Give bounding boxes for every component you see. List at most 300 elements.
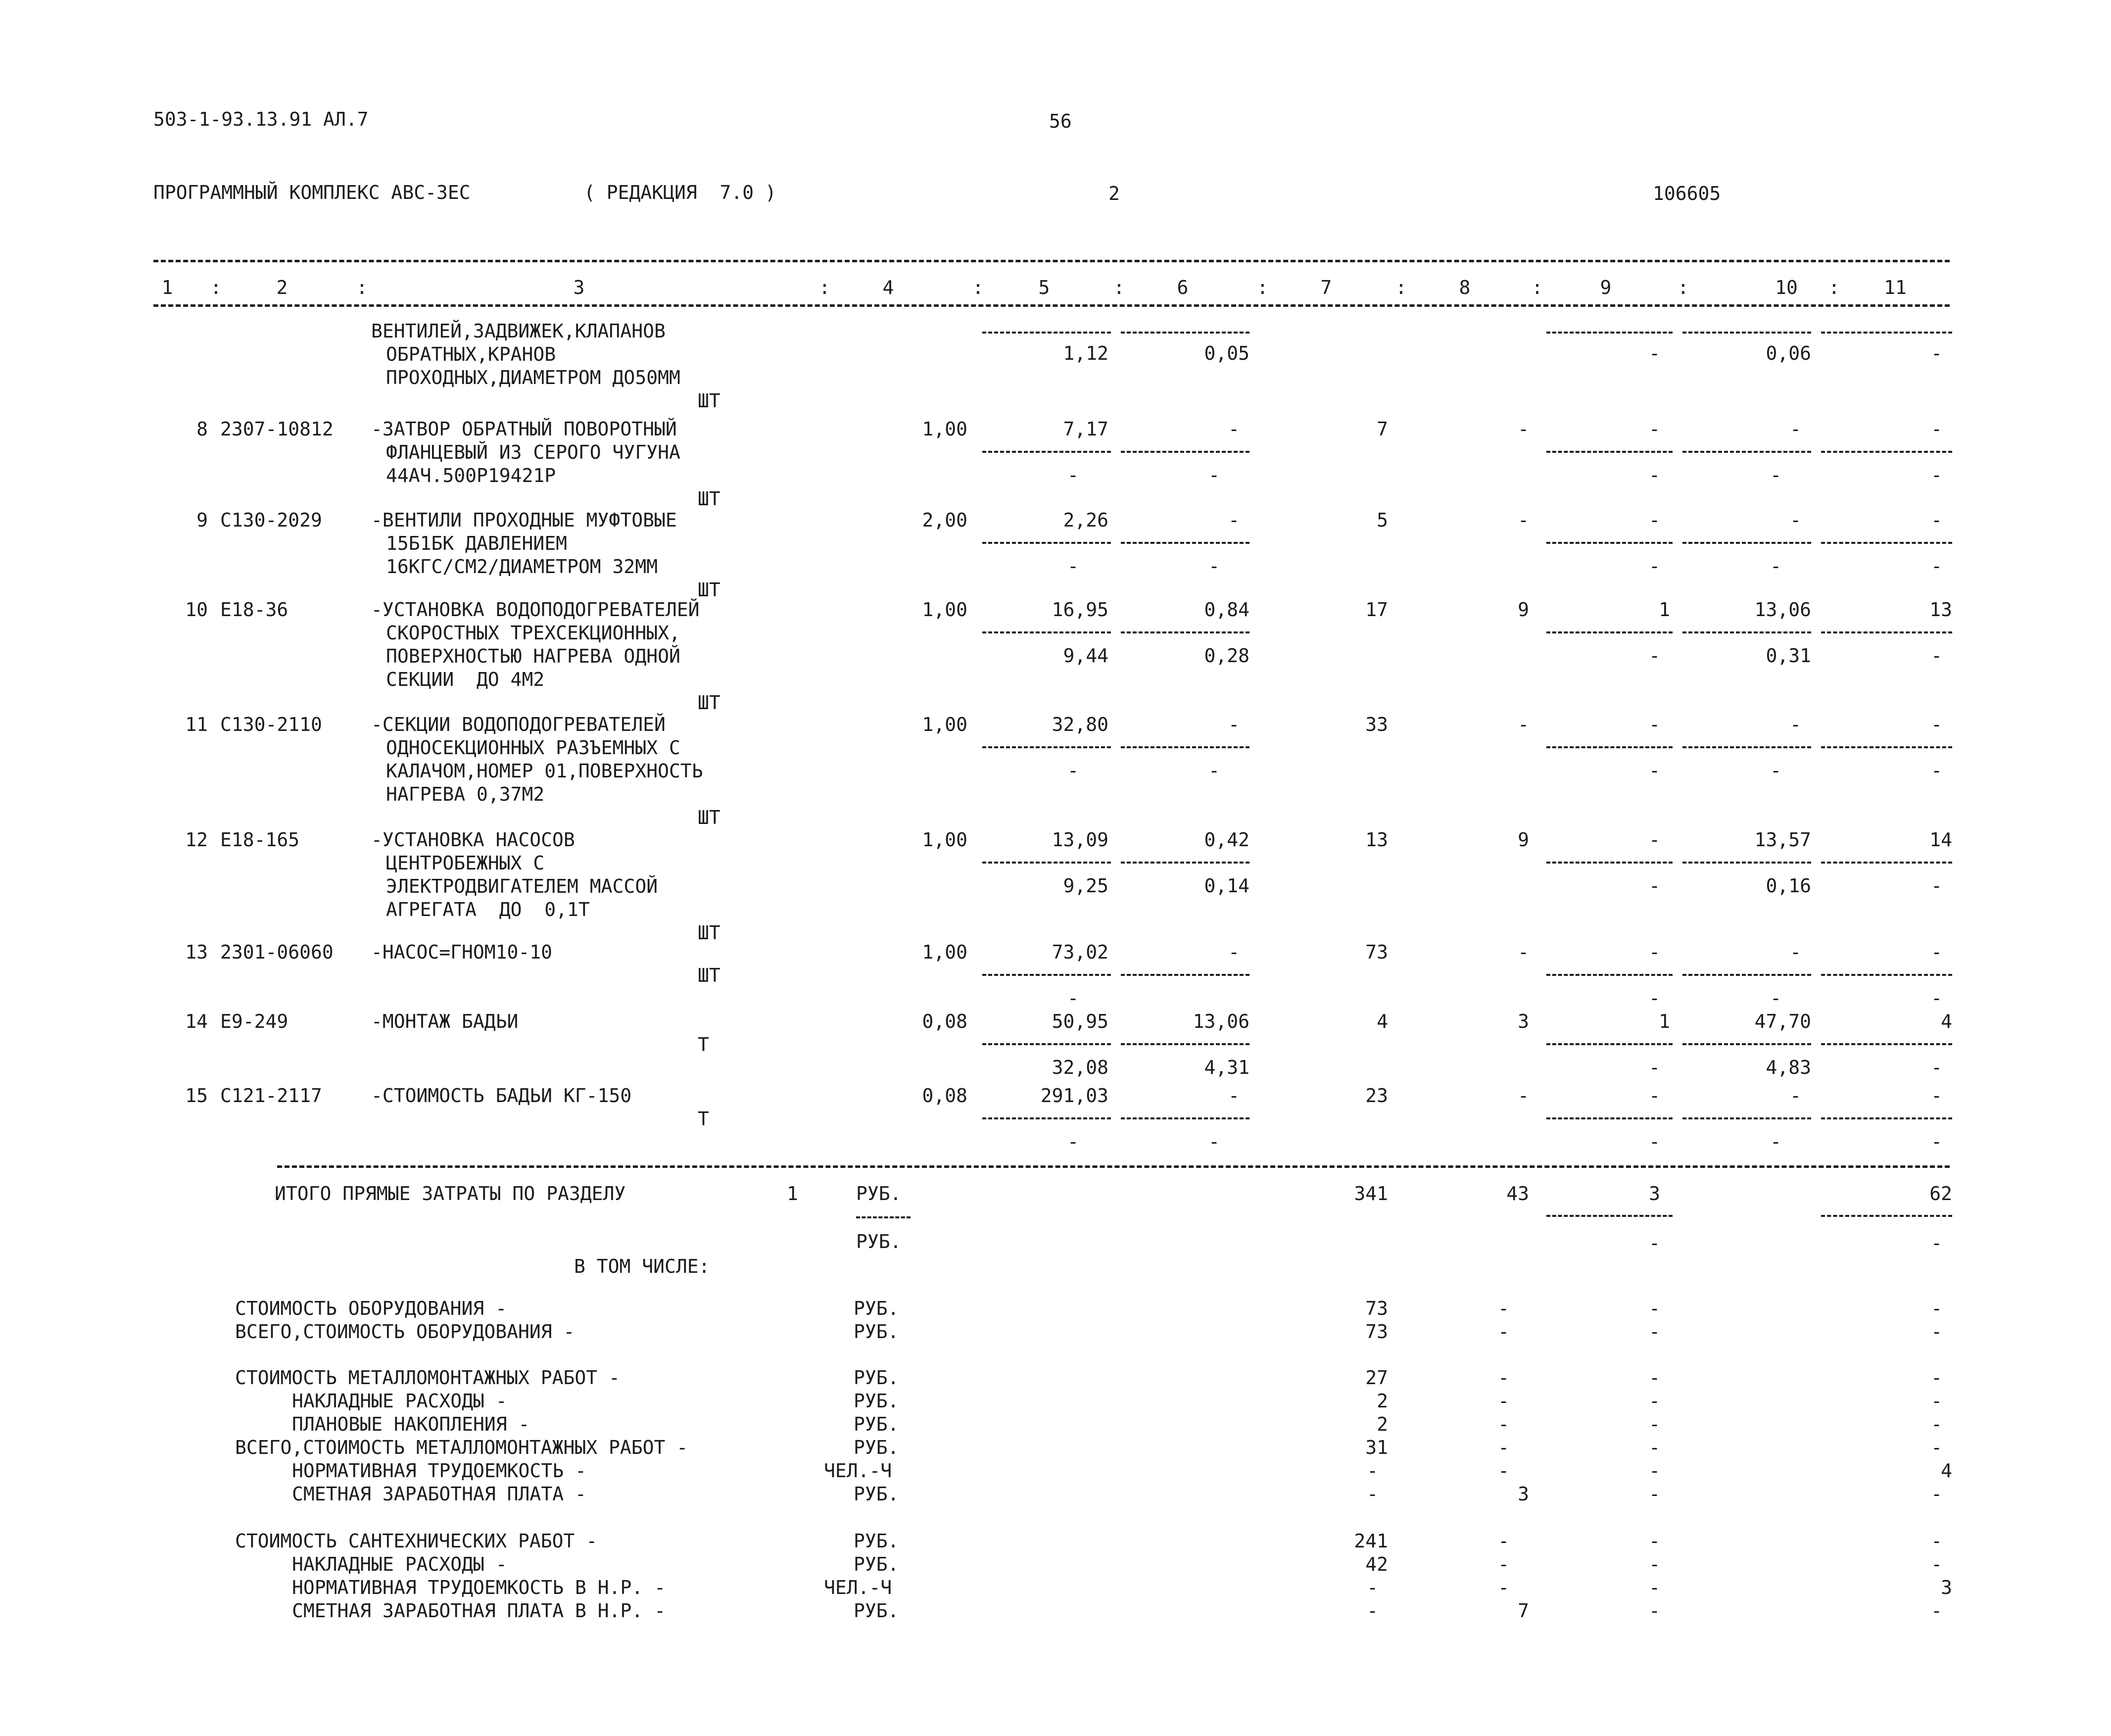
summary-col11: - — [1931, 1437, 1942, 1458]
cell-rule — [982, 1043, 1111, 1045]
column-header-4: 4 — [882, 277, 894, 298]
cell-rule — [1546, 974, 1673, 976]
program-title: ПРОГРАММНЫЙ КОМПЛЕКС АВС-3ЕС — [153, 182, 471, 203]
summary-col11: - — [1931, 1530, 1942, 1552]
cell-rule — [1682, 542, 1811, 544]
totals-section: 1 — [787, 1183, 798, 1205]
wages: - — [1518, 941, 1529, 963]
machine-cost-labor: - — [1208, 464, 1220, 486]
cell-value: - — [1649, 1085, 1660, 1107]
summary-col11: 3 — [1941, 1577, 1952, 1598]
cell-rule — [1546, 451, 1673, 453]
unit-label: ШТ — [698, 488, 720, 510]
cell-rule — [1682, 451, 1811, 453]
summary-col8: - — [1498, 1367, 1509, 1389]
summary-col9: - — [1649, 1577, 1660, 1598]
machine-cost: - — [1228, 1085, 1240, 1107]
summary-col8: - — [1498, 1437, 1509, 1458]
column-separator: : — [1113, 277, 1125, 298]
cell-value: - — [1649, 509, 1660, 531]
cost-per-unit: 291,03 — [1040, 1085, 1108, 1107]
column-header-10: 10 — [1775, 277, 1798, 298]
total-cost: 13 — [1365, 829, 1388, 851]
machine-cost-labor: - — [1208, 555, 1220, 577]
cell-rule — [1821, 974, 1952, 976]
quantity: 2,00 — [922, 509, 967, 531]
cell-value: - — [1649, 418, 1660, 440]
summary-col9: - — [1649, 1298, 1660, 1319]
cell-value: - — [1649, 555, 1660, 577]
item-description: ОБРАТНЫХ,КРАНОВ — [386, 343, 556, 365]
cell-value: 0,16 — [1766, 875, 1811, 897]
in-that-heading: В ТОМ ЧИСЛЕ: — [574, 1255, 710, 1277]
column-header-7: 7 — [1320, 277, 1332, 298]
summary-unit: ЧЕЛ.-Ч — [824, 1460, 892, 1482]
summary-unit: РУБ. — [854, 1321, 899, 1343]
cell-value: - — [1649, 342, 1660, 364]
wages: - — [1518, 509, 1529, 531]
summary-col9: - — [1649, 1460, 1660, 1482]
cell-rule — [1546, 332, 1673, 334]
cost-per-unit-labor: 1,12 — [1063, 342, 1108, 364]
summary-col7: - — [1367, 1460, 1378, 1482]
summary-col8: - — [1498, 1390, 1509, 1412]
cell-rule — [1546, 631, 1673, 633]
column-separator: : — [972, 277, 984, 298]
machine-cost-labor: 0,14 — [1204, 875, 1249, 897]
cell-rule — [1546, 1043, 1673, 1045]
summary-col11: - — [1931, 1553, 1942, 1575]
quantity: 1,00 — [922, 829, 967, 851]
cost-per-unit: 32,80 — [1052, 714, 1108, 735]
cell-rule — [1821, 746, 1952, 748]
summary-col7: - — [1367, 1577, 1378, 1598]
cell-value: - — [1790, 1085, 1801, 1107]
summary-unit: РУБ. — [854, 1600, 899, 1622]
row-number: 10 — [185, 599, 208, 621]
totals-unit-secondary: РУБ. — [856, 1231, 902, 1253]
cell-value: - — [1931, 987, 1942, 1009]
totals-col9-sub: - — [1649, 1232, 1660, 1254]
wages: 3 — [1518, 1011, 1529, 1032]
item-description: -СЕКЦИИ ВОДОПОДОГРЕВАТЕЛЕЙ — [371, 714, 666, 735]
resource-code: Е9-249 — [220, 1011, 288, 1032]
machine-cost: - — [1228, 941, 1240, 963]
item-description: -МОНТАЖ БАДЬИ — [371, 1011, 519, 1032]
summary-col9: - — [1649, 1367, 1660, 1389]
summary-col11: - — [1931, 1367, 1942, 1389]
page-number: 56 — [1049, 110, 1072, 132]
cost-per-unit-labor: 9,25 — [1063, 875, 1108, 897]
row-number: 11 — [185, 714, 208, 735]
cell-value: - — [1649, 1131, 1660, 1153]
quantity: 1,00 — [922, 714, 967, 735]
summary-unit: РУБ. — [854, 1530, 899, 1552]
cell-value: - — [1931, 509, 1942, 531]
column-header-9: 9 — [1600, 277, 1612, 298]
item-description: -НАСОС=ГНОМ10-10 — [371, 941, 553, 963]
estimate-code: 106605 — [1653, 183, 1721, 204]
column-separator: : — [210, 277, 222, 298]
summary-col7: 241 — [1354, 1530, 1388, 1552]
cell-rule — [1682, 631, 1811, 633]
summary-col9: - — [1649, 1553, 1660, 1575]
row-number: 13 — [185, 941, 208, 963]
cell-value: - — [1931, 1085, 1942, 1107]
unit-label: Т — [698, 1034, 709, 1056]
cell-rule — [1121, 631, 1249, 633]
unit-label: Т — [698, 1108, 709, 1130]
summary-col9: - — [1649, 1321, 1660, 1343]
totals-label: ИТОГО ПРЯМЫЕ ЗАТРАТЫ ПО РАЗДЕЛУ — [275, 1183, 626, 1205]
cell-rule — [1121, 974, 1249, 976]
cell-value: - — [1649, 875, 1660, 897]
column-separator: : — [1395, 277, 1407, 298]
summary-col7: 73 — [1365, 1321, 1388, 1343]
cell-rule — [1121, 746, 1249, 748]
cell-rule — [1546, 1117, 1673, 1119]
cell-value: 0,06 — [1766, 342, 1811, 364]
total-cost: 5 — [1377, 509, 1388, 531]
column-separator: : — [819, 277, 830, 298]
cell-rule — [1121, 542, 1249, 544]
machine-cost: 13,06 — [1193, 1011, 1249, 1032]
cost-per-unit-labor: 9,44 — [1063, 645, 1108, 667]
cost-per-unit: 7,17 — [1063, 418, 1108, 440]
column-separator: : — [1828, 277, 1840, 298]
unit-label: ШТ — [698, 692, 720, 714]
total-cost: 17 — [1365, 599, 1388, 621]
machine-cost: - — [1228, 509, 1240, 531]
row-number: 8 — [196, 418, 208, 440]
cell-value: - — [1770, 1131, 1781, 1153]
unit-label: ШТ — [698, 579, 720, 601]
summary-col8: 7 — [1518, 1600, 1529, 1622]
cost-per-unit-labor: 32,08 — [1052, 1057, 1108, 1078]
cell-rule — [1821, 332, 1952, 334]
cell-rule — [1821, 862, 1952, 864]
column-header-3: 3 — [573, 277, 585, 298]
machine-cost: - — [1228, 714, 1240, 735]
cost-per-unit-labor: - — [1067, 464, 1079, 486]
cell-value: 0,31 — [1766, 645, 1811, 667]
cell-value: - — [1790, 509, 1801, 531]
total-cost: 4 — [1377, 1011, 1388, 1032]
document-code: 503-1-93.13.91 АЛ.7 — [153, 108, 369, 130]
cell-rule — [1682, 746, 1811, 748]
cell-value: 13 — [1929, 599, 1952, 621]
item-description: СКОРОСТНЫХ ТРЕХСЕКЦИОННЫХ, — [386, 622, 680, 644]
wages: - — [1518, 714, 1529, 735]
row-number: 14 — [185, 1011, 208, 1032]
cost-per-unit: 73,02 — [1052, 941, 1108, 963]
summary-col7: 2 — [1377, 1413, 1388, 1435]
column-header-2: 2 — [276, 277, 288, 298]
item-description: ПОВЕРХНОСТЬЮ НАГРЕВА ОДНОЙ — [386, 645, 680, 667]
summary-col11: - — [1931, 1390, 1942, 1412]
cell-rule — [1821, 1215, 1952, 1217]
item-description: -УСТАНОВКА ВОДОПОДОГРЕВАТЕЛЕЙ — [371, 599, 700, 621]
summary-col11: - — [1931, 1413, 1942, 1435]
cell-value: - — [1931, 760, 1942, 781]
row-number: 15 — [185, 1085, 208, 1107]
column-separator: : — [1678, 277, 1689, 298]
cell-value: - — [1649, 645, 1660, 667]
summary-col7: 27 — [1365, 1367, 1388, 1389]
summary-col8: - — [1498, 1530, 1509, 1552]
total-cost: 7 — [1377, 418, 1388, 440]
resource-code: Е18-165 — [220, 829, 300, 851]
unit-rule — [856, 1216, 911, 1218]
summary-col9: - — [1649, 1600, 1660, 1622]
table-top-rule — [153, 260, 1950, 262]
cell-value: 13,06 — [1754, 599, 1811, 621]
summary-col9: - — [1649, 1530, 1660, 1552]
cell-rule — [982, 746, 1111, 748]
resource-code: С130-2029 — [220, 509, 322, 531]
machine-cost-labor: 0,05 — [1204, 342, 1249, 364]
summary-col11: - — [1931, 1321, 1942, 1343]
cell-rule — [1546, 862, 1673, 864]
cost-per-unit-labor: - — [1067, 555, 1079, 577]
summary-col8: - — [1498, 1553, 1509, 1575]
summary-col8: 3 — [1518, 1483, 1529, 1505]
cell-value: - — [1790, 418, 1801, 440]
summary-col7: 42 — [1365, 1553, 1388, 1575]
item-description: СЕКЦИИ ДО 4М2 — [386, 669, 545, 690]
column-header-1: 1 — [161, 277, 173, 298]
cell-rule — [982, 542, 1111, 544]
row-number: 9 — [196, 509, 208, 531]
cell-rule — [1682, 1043, 1811, 1045]
cell-value: 4,83 — [1766, 1057, 1811, 1078]
summary-label: СМЕТНАЯ ЗАРАБОТНАЯ ПЛАТА В Н.Р. - — [292, 1600, 666, 1622]
cell-value: 14 — [1929, 829, 1952, 851]
sheet-number: 2 — [1108, 183, 1120, 204]
summary-col7: 73 — [1365, 1298, 1388, 1319]
summary-unit: РУБ. — [854, 1413, 899, 1435]
cost-per-unit: 50,95 — [1052, 1011, 1108, 1032]
item-description: НАГРЕВА 0,37М2 — [386, 783, 545, 805]
summary-unit: РУБ. — [854, 1390, 899, 1412]
cell-value: - — [1931, 555, 1942, 577]
cell-rule — [1121, 332, 1249, 334]
quantity: 0,08 — [922, 1011, 967, 1032]
item-description: КАЛАЧОМ,НОМЕР 01,ПОВЕРХНОСТЬ — [386, 760, 703, 782]
cell-value: - — [1649, 987, 1660, 1009]
cell-rule — [1121, 1117, 1249, 1119]
item-description: ЭЛЕКТРОДВИГАТЕЛЕМ МАССОЙ — [386, 875, 658, 897]
machine-cost: - — [1228, 418, 1240, 440]
column-header-5: 5 — [1038, 277, 1050, 298]
item-description: ОДНОСЕКЦИОННЫХ РАЗЪЕМНЫХ С — [386, 737, 680, 759]
total-cost: 23 — [1365, 1085, 1388, 1107]
cell-rule — [982, 1117, 1111, 1119]
summary-label: СТОИМОСТЬ САНТЕХНИЧЕСКИХ РАБОТ - — [235, 1530, 598, 1552]
summary-col8: - — [1498, 1298, 1509, 1319]
cell-value: 47,70 — [1754, 1011, 1811, 1032]
row-number: 12 — [185, 829, 208, 851]
totals-wages: 43 — [1506, 1183, 1529, 1205]
column-header-11: 11 — [1884, 277, 1907, 298]
summary-col7: - — [1367, 1483, 1378, 1505]
summary-col8: - — [1498, 1460, 1509, 1482]
summary-col11: - — [1931, 1298, 1942, 1319]
summary-unit: РУБ. — [854, 1437, 899, 1458]
totals-total-cost: 341 — [1354, 1183, 1388, 1205]
cell-value: - — [1931, 1057, 1942, 1078]
quantity: 0,08 — [922, 1085, 967, 1107]
item-description: 16КГС/СМ2/ДИАМЕТРОМ 32ММ — [386, 556, 658, 578]
summary-col8: - — [1498, 1577, 1509, 1598]
column-separator: : — [356, 277, 368, 298]
machine-cost-labor: 4,31 — [1204, 1057, 1249, 1078]
cost-per-unit: 16,95 — [1052, 599, 1108, 621]
cell-rule — [1546, 1215, 1673, 1217]
cell-rule — [1821, 451, 1952, 453]
machine-cost: 0,42 — [1204, 829, 1249, 851]
unit-label: ШТ — [698, 390, 720, 412]
totals-col11: 62 — [1929, 1183, 1952, 1205]
machine-cost-labor: - — [1208, 760, 1220, 781]
cell-value: 4 — [1941, 1011, 1952, 1032]
item-description: ВЕНТИЛЕЙ,ЗАДВИЖЕК,КЛАПАНОВ — [371, 320, 666, 342]
cell-rule — [982, 974, 1111, 976]
cell-rule — [1682, 862, 1811, 864]
cell-value: - — [1931, 941, 1942, 963]
wages: - — [1518, 418, 1529, 440]
total-cost: 73 — [1365, 941, 1388, 963]
summary-unit: РУБ. — [854, 1367, 899, 1389]
cell-rule — [1546, 542, 1673, 544]
summary-col9: - — [1649, 1483, 1660, 1505]
cell-rule — [1546, 746, 1673, 748]
totals-col9: 3 — [1649, 1183, 1660, 1205]
cell-value: - — [1649, 1057, 1660, 1078]
summary-label: НАКЛАДНЫЕ РАСХОДЫ - — [292, 1390, 507, 1412]
column-header-8: 8 — [1459, 277, 1471, 298]
totals-col11-sub: - — [1931, 1232, 1942, 1254]
summary-label: ПЛАНОВЫЕ НАКОПЛЕНИЯ - — [292, 1413, 530, 1435]
cell-rule — [1121, 451, 1249, 453]
cell-value: 1 — [1659, 1011, 1670, 1032]
item-description: -ВЕНТИЛИ ПРОХОДНЫЕ МУФТОВЫЕ — [371, 509, 677, 531]
item-description: 15Б1БК ДАВЛЕНИЕМ — [386, 532, 568, 554]
summary-col11: - — [1931, 1483, 1942, 1505]
resource-code: 2301-06060 — [220, 941, 334, 963]
item-description: ПРОХОДНЫХ,ДИАМЕТРОМ ДО50ММ — [386, 367, 680, 388]
summary-col7: 2 — [1377, 1390, 1388, 1412]
wages: 9 — [1518, 829, 1529, 851]
cell-rule — [1821, 1117, 1952, 1119]
quantity: 1,00 — [922, 599, 967, 621]
summary-col8: - — [1498, 1321, 1509, 1343]
machine-cost-labor: - — [1208, 1131, 1220, 1153]
resource-code: С121-2117 — [220, 1085, 322, 1107]
cell-rule — [1682, 974, 1811, 976]
quantity: 1,00 — [922, 941, 967, 963]
item-description: 44АЧ.500Р19421Р — [386, 465, 556, 486]
cell-value: 13,57 — [1754, 829, 1811, 851]
item-description: -УСТАНОВКА НАСОСОВ — [371, 829, 575, 851]
cell-rule — [1682, 1117, 1811, 1119]
cell-value: - — [1931, 714, 1942, 735]
cell-rule — [1682, 332, 1811, 334]
cell-value: - — [1790, 941, 1801, 963]
cell-rule — [982, 862, 1111, 864]
cell-value: - — [1931, 342, 1942, 364]
summary-col7: 31 — [1365, 1437, 1388, 1458]
unit-label: ШТ — [698, 964, 720, 986]
cell-value: - — [1770, 464, 1781, 486]
cell-rule — [1121, 1043, 1249, 1045]
summary-unit: РУБ. — [854, 1553, 899, 1575]
cost-per-unit-labor: - — [1067, 1131, 1079, 1153]
summary-label: НОРМАТИВНАЯ ТРУДОЕМКОСТЬ - — [292, 1460, 586, 1482]
summary-col9: - — [1649, 1390, 1660, 1412]
cell-value: - — [1770, 760, 1781, 781]
cost-per-unit-labor: - — [1067, 760, 1079, 781]
cell-value: - — [1649, 760, 1660, 781]
cell-value: - — [1931, 875, 1942, 897]
cell-value: - — [1770, 555, 1781, 577]
total-cost: 33 — [1365, 714, 1388, 735]
quantity: 1,00 — [922, 418, 967, 440]
summary-col7: - — [1367, 1600, 1378, 1622]
machine-cost: 0,84 — [1204, 599, 1249, 621]
column-separator: : — [1532, 277, 1543, 298]
edition-label: ( РЕДАКЦИЯ 7.0 ) — [584, 182, 776, 203]
summary-col11: 4 — [1941, 1460, 1952, 1482]
cell-rule — [982, 631, 1111, 633]
cost-per-unit: 2,26 — [1063, 509, 1108, 531]
resource-code: 2307-10812 — [220, 418, 334, 440]
resource-code: С130-2110 — [220, 714, 322, 735]
wages: 9 — [1518, 599, 1529, 621]
cell-rule — [1821, 631, 1952, 633]
cell-value: - — [1770, 987, 1781, 1009]
summary-label: СТОИМОСТЬ ОБОРУДОВАНИЯ - — [235, 1298, 507, 1319]
cell-value: - — [1649, 941, 1660, 963]
cell-rule — [982, 451, 1111, 453]
column-separator: : — [1257, 277, 1268, 298]
cost-per-unit: 13,09 — [1052, 829, 1108, 851]
summary-label: НОРМАТИВНАЯ ТРУДОЕМКОСТЬ В Н.Р. - — [292, 1577, 666, 1598]
column-header-6: 6 — [1177, 277, 1189, 298]
summary-label: ВСЕГО,СТОИМОСТЬ ОБОРУДОВАНИЯ - — [235, 1321, 575, 1343]
item-description: ФЛАНЦЕВЫЙ ИЗ СЕРОГО ЧУГУНА — [386, 441, 680, 463]
cell-value: 1 — [1659, 599, 1670, 621]
machine-cost-labor: 0,28 — [1204, 645, 1249, 667]
cell-rule — [1821, 1043, 1952, 1045]
summary-label: ВСЕГО,СТОИМОСТЬ МЕТАЛЛОМОНТАЖНЫХ РАБОТ - — [235, 1437, 688, 1458]
summary-unit: РУБ. — [854, 1298, 899, 1319]
cell-rule — [982, 332, 1111, 334]
summary-label: НАКЛАДНЫЕ РАСХОДЫ - — [292, 1553, 507, 1575]
cell-value: - — [1649, 829, 1660, 851]
item-description: ЦЕНТРОБЕЖНЫХ С — [386, 852, 545, 874]
summary-col9: - — [1649, 1413, 1660, 1435]
summary-unit: ЧЕЛ.-Ч — [824, 1577, 892, 1598]
unit-label: ШТ — [698, 922, 720, 944]
cell-value: - — [1790, 714, 1801, 735]
column-header-rule — [153, 304, 1950, 307]
cell-value: - — [1649, 714, 1660, 735]
summary-unit: РУБ. — [854, 1483, 899, 1505]
cell-value: - — [1931, 464, 1942, 486]
cell-value: - — [1931, 418, 1942, 440]
item-description: -СТОИМОСТЬ БАДЬИ КГ-150 — [371, 1085, 632, 1107]
